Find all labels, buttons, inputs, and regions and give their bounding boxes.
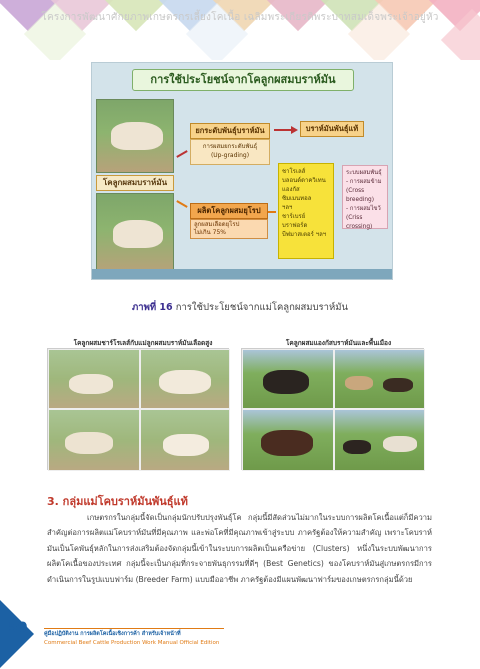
figure-caption-text: การใช้ประโยชน์จากแม่โคลูกผสมบราห์มัน (175, 302, 348, 313)
slide-bottom-bar (92, 269, 392, 279)
header-decoration (0, 0, 480, 60)
arrowhead-to-pure (291, 126, 298, 134)
european-cross-box: ผลิตโคลูกผสมยุโรป (190, 203, 268, 219)
figure-caption (0, 300, 480, 315)
footer-divider (44, 628, 224, 629)
infographic-slide (91, 62, 393, 280)
left-photo-grid (47, 348, 229, 470)
pure-brahman-box: บราห์มันพันธุ์แท้ (300, 121, 364, 137)
upgrade-sub-line-2: (Up-grading) (210, 152, 250, 159)
section-paragraph: เกษตรกรในกลุ่มนี้จัดเป็นกลุ่มนักปรับปรุงพันธุ์โค กลุ่มนี้มีสัดส่วนไม่มากในระบบการผลิตโคเนื้อแต่ก็มีความสำคัญต่อการผลิตแม่โคบราห์มันที่มีคุณภาพ และพ่อโคที่มีคุณภาพเข้าสู่ระบบ ภาครัฐต้องให้ความสำคัญ เพราะโคบราห์มันเป็นโคพันธุ์หลักในการส่งเสริมต้องจัดกลุ่มนี้เข้าในระบบการผลิตเป็นเครือข่าย (Clusters) หนึ่งในระบบพัฒนาการผลิตโคเนื้อของประเทศ กลุ่มนี้จะเป็นกลุ่มที่กระจายพันธุกรรมที่ดีๆ (Best Genetics) ของโคบราห์มันสู่เกษตรกรมีการดำเนินการในรูปแบบฟาร์ม (Breeder Farm) แบบมืออาชีพ ภาครัฐต้องมีแผนพัฒนาฟาร์มของเกษตรกรกลุ่มนี้ด้วย (47, 513, 432, 584)
breeding-system-box: ระบบผสมพันธุ์ - การผสมข้าม (Cross breeding) - การผสมไขว้ (Criss crossing) (342, 165, 388, 229)
european-cross-sub-box (190, 219, 268, 239)
arrow-to-breeds (268, 211, 276, 213)
cow-photo-top (96, 99, 174, 173)
breeds-list-box: ชาโรเลส์ บลอนด์ดาควิเทน แองกัส ซิมเมนทอล ฯลฯ ชาร์เบรย์ บราฟอร์ด บีฟมาสเตอร์ ฯลฯ (278, 163, 334, 259)
right-photo-title: โคลูกผสมแองกัสบราห์มันและพื้นเมือง (285, 339, 392, 347)
upgrade-sub-line-1: การผสมยกระดับพันธุ์ (202, 143, 258, 150)
cow-photo-bottom (96, 193, 174, 273)
page-number: 50 (8, 620, 28, 636)
footer-title-english: Commercial Beef Cattle Production Work Manual Official Edition (44, 640, 220, 646)
upgrade-sub-box (190, 139, 270, 165)
arrow-to-pure (274, 129, 292, 131)
footer-title-thai: คู่มือปฏิบัติงาน การผลิตโคเนื้อเชิงการค้า สำหรับเจ้าหน้าที่ (44, 631, 181, 637)
slide-title: การใช้ประโยชน์จากโคลูกผสมบราห์มัน (132, 69, 354, 91)
crossbred-label: โคลูกผสมบราห์มัน (96, 175, 174, 191)
arrow-to-euro (176, 200, 187, 208)
left-photo-title: โคลูกผสมชาร์โรเลส์กับแม่ลูกผสมบราห์มันเลือดสูง (73, 339, 213, 347)
figure-caption-label: ภาพที่ 16 (132, 302, 173, 313)
euro-sub-line-1: ลูกผสมเลือดยุโรป (194, 221, 240, 228)
section-heading: 3. กลุ่มแม่โคบราห์มันพันธุ์แท้ (47, 495, 188, 508)
arrow-to-upgrade (176, 150, 187, 158)
upgrade-box: ยกระดับพันธุ์บราห์มัน (190, 123, 270, 139)
euro-sub-line-2: ไม่เกิน 75% (194, 229, 227, 236)
header-running-title: โครงการพัฒนาศักยภาพเกษตรกรเลี้ยงโคเนื้อ เฉลิมพระเกียรติพระบาทสมเด็จพระเจ้าอยู่หัว (41, 12, 439, 23)
right-photo-grid (241, 348, 424, 470)
